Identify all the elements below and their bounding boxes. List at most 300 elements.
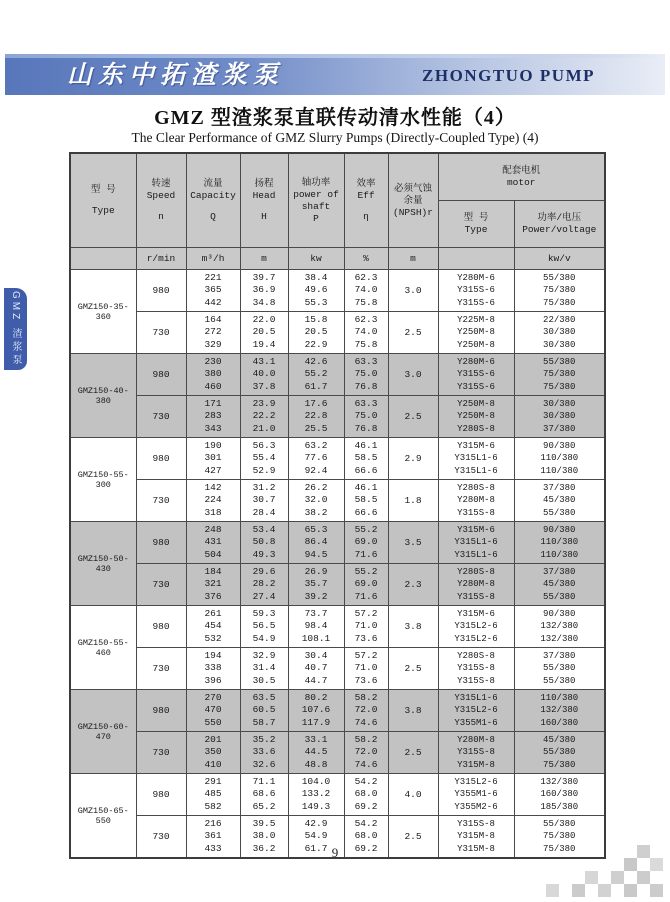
power-cell-value: 149.3 [301, 800, 331, 812]
motor-power-voltage-cell-value: 110/380 [540, 549, 579, 560]
table-row [70, 354, 605, 396]
brand-bar [5, 54, 665, 95]
power-cell-value: 22.8 [304, 410, 328, 422]
motor-type-cell [438, 732, 514, 774]
eff-cell-value: 66.6 [354, 506, 378, 518]
eff-cell-value: 73.6 [354, 632, 378, 644]
head-cell-value: 28.4 [252, 506, 276, 518]
power-cell-value: 86.4 [304, 536, 328, 548]
col-header-npsh: 必须气蚀 余量 (NPSH)r [388, 153, 438, 248]
power-cell-value: 26.9 [304, 565, 328, 577]
eff-cell-value: 57.2 [354, 649, 378, 661]
eff-cell-value: 69.0 [354, 578, 378, 590]
head-cell-value: 60.5 [252, 704, 276, 716]
motor-type-cell [438, 522, 514, 564]
head-cell-value: 27.4 [252, 590, 276, 602]
motor-type-cell-value: Y250M-8 [457, 327, 495, 338]
motor-power-voltage-cell-value: 75/380 [543, 369, 576, 380]
unit-motor-power: kw/v [514, 248, 605, 270]
head-cell-value: 59.3 [252, 607, 276, 619]
unit-power: kw [288, 248, 344, 270]
capacity-cell-value: 224 [204, 494, 222, 506]
page-number: 9 [331, 845, 339, 860]
table-row [70, 648, 605, 690]
motor-power-voltage-cell-value: 55/380 [543, 663, 576, 674]
motor-power-voltage-cell-value: 110/380 [540, 465, 579, 476]
motor-type-cell-value: Y315M-8 [457, 843, 495, 854]
power-cell-value: 44.5 [304, 746, 328, 758]
capacity-cell-value: 380 [204, 368, 222, 380]
motor-power-voltage-cell-value: 132/380 [540, 633, 579, 644]
npsh-cell: 4.0 [388, 774, 438, 816]
power-cell-value: 39.2 [304, 590, 328, 602]
capacity-cell [186, 606, 240, 648]
pump-type-cell: GMZ150-35-360 [70, 270, 136, 354]
power-cell-value: 73.7 [304, 607, 328, 619]
eff-cell [344, 564, 388, 606]
motor-type-cell-value: Y280S-8 [457, 423, 495, 434]
power-cell [288, 606, 344, 648]
speed-cell: 730 [136, 480, 186, 522]
power-cell [288, 480, 344, 522]
head-cell-value: 49.3 [252, 548, 276, 560]
eff-cell-value: 71.6 [354, 590, 378, 602]
capacity-cell-value: 343 [204, 422, 222, 434]
motor-type-cell-value: Y355M2-6 [454, 801, 498, 812]
motor-power-voltage-cell-value: 37/380 [543, 423, 576, 434]
speed-cell: 980 [136, 774, 186, 816]
capacity-cell-value: 460 [204, 380, 222, 392]
table-row [70, 480, 605, 522]
power-cell-value: 65.3 [304, 523, 328, 535]
motor-type-cell-value: Y250M-8 [457, 398, 495, 409]
capacity-cell-value: 442 [204, 296, 222, 308]
speed-cell: 980 [136, 522, 186, 564]
speed-cell: 980 [136, 606, 186, 648]
motor-power-voltage-cell [514, 312, 605, 354]
motor-type-cell-value: Y280S-8 [457, 566, 495, 577]
head-cell [240, 690, 288, 732]
capacity-cell-value: 410 [204, 758, 222, 770]
capacity-cell-value: 396 [204, 674, 222, 686]
col-header-shaft-power: 轴功率 power of shaft P [288, 153, 344, 248]
power-cell-value: 49.6 [304, 284, 328, 296]
pump-performance-table [69, 152, 606, 859]
motor-power-voltage-cell-value: 30/380 [543, 398, 576, 409]
head-cell-value: 31.4 [252, 662, 276, 674]
motor-type-cell-value: Y315M-6 [457, 524, 495, 535]
power-cell-value: 42.6 [304, 355, 328, 367]
head-cell-value: 43.1 [252, 355, 276, 367]
head-cell [240, 396, 288, 438]
capacity-cell-value: 171 [204, 397, 222, 409]
table-row [70, 774, 605, 816]
power-cell-value: 77.6 [304, 452, 328, 464]
motor-power-voltage-cell [514, 732, 605, 774]
motor-power-voltage-cell-value: 75/380 [543, 285, 576, 296]
col-header-efficiency: 效率 Eff η [344, 153, 388, 248]
motor-power-voltage-cell-value: 30/380 [543, 411, 576, 422]
head-cell-value: 40.0 [252, 368, 276, 380]
eff-cell-value: 69.2 [354, 842, 378, 854]
motor-power-voltage-cell [514, 354, 605, 396]
power-cell-value: 26.2 [304, 481, 328, 493]
motor-type-cell-value: Y315L1-6 [454, 692, 498, 703]
capacity-cell [186, 270, 240, 312]
motor-type-cell-value: Y315M-6 [457, 440, 495, 451]
power-cell-value: 25.5 [304, 422, 328, 434]
motor-power-voltage-cell-value: 55/380 [543, 272, 576, 283]
eff-cell [344, 774, 388, 816]
eff-cell-value: 58.2 [354, 733, 378, 745]
table-row [70, 522, 605, 564]
head-cell-value: 22.2 [252, 410, 276, 422]
capacity-cell-value: 532 [204, 632, 222, 644]
power-cell-value: 17.6 [304, 397, 328, 409]
table-row [70, 690, 605, 732]
motor-type-cell-value: Y280M-8 [457, 495, 495, 506]
eff-cell-value: 46.1 [354, 439, 378, 451]
head-cell [240, 522, 288, 564]
eff-cell-value: 73.6 [354, 674, 378, 686]
capacity-cell [186, 480, 240, 522]
col-header-motor-power-voltage: 功率/电压 Power/voltage [514, 201, 605, 248]
eff-cell [344, 732, 388, 774]
head-cell-value: 56.3 [252, 439, 276, 451]
head-cell-value: 35.2 [252, 733, 276, 745]
power-cell [288, 522, 344, 564]
eff-cell [344, 480, 388, 522]
capacity-cell-value: 190 [204, 439, 222, 451]
eff-cell-value: 72.0 [354, 746, 378, 758]
motor-type-cell-value: Y315S-8 [457, 507, 495, 518]
head-cell [240, 312, 288, 354]
power-cell-value: 35.7 [304, 578, 328, 590]
motor-type-cell [438, 564, 514, 606]
power-cell-value: 108.1 [301, 632, 331, 644]
power-cell-value: 30.4 [304, 649, 328, 661]
motor-power-voltage-cell-value: 55/380 [543, 747, 576, 758]
head-cell-value: 54.9 [252, 632, 276, 644]
pump-type-cell: GMZ150-55-460 [70, 606, 136, 690]
power-cell [288, 270, 344, 312]
capacity-cell-value: 318 [204, 506, 222, 518]
motor-type-cell-value: Y315L1-6 [454, 549, 498, 560]
motor-power-voltage-cell-value: 55/380 [543, 675, 576, 686]
head-cell [240, 606, 288, 648]
eff-cell-value: 71.0 [354, 620, 378, 632]
motor-type-cell-value: Y280M-8 [457, 579, 495, 590]
eff-cell-value: 75.0 [354, 410, 378, 422]
head-cell-value: 29.6 [252, 565, 276, 577]
eff-cell-value: 58.2 [354, 691, 378, 703]
motor-power-voltage-cell-value: 132/380 [540, 621, 579, 632]
pump-type-cell: GMZ150-40-380 [70, 354, 136, 438]
npsh-cell: 2.5 [388, 396, 438, 438]
power-cell-value: 40.7 [304, 662, 328, 674]
table-body [70, 270, 605, 859]
head-cell-value: 19.4 [252, 338, 276, 350]
motor-type-cell-value: Y315L1-6 [454, 465, 498, 476]
unit-speed: r/min [136, 248, 186, 270]
npsh-cell: 2.9 [388, 438, 438, 480]
unit-eff: % [344, 248, 388, 270]
power-cell-value: 61.7 [304, 380, 328, 392]
power-cell-value: 94.5 [304, 548, 328, 560]
head-cell-value: 22.0 [252, 313, 276, 325]
npsh-cell: 2.5 [388, 312, 438, 354]
motor-power-voltage-cell [514, 480, 605, 522]
motor-type-cell-value: Y280S-8 [457, 650, 495, 661]
motor-power-voltage-cell-value: 132/380 [540, 776, 579, 787]
eff-cell [344, 522, 388, 564]
motor-power-voltage-cell-value: 37/380 [543, 650, 576, 661]
power-cell-value: 107.6 [301, 704, 331, 716]
capacity-cell-value: 431 [204, 536, 222, 548]
head-cell-value: 55.4 [252, 452, 276, 464]
head-cell [240, 480, 288, 522]
motor-type-cell-value: Y315L2-6 [454, 621, 498, 632]
head-cell-value: 65.2 [252, 800, 276, 812]
motor-power-voltage-cell-value: 185/380 [540, 801, 579, 812]
motor-power-voltage-cell [514, 774, 605, 816]
power-cell-value: 117.9 [301, 716, 331, 728]
motor-power-voltage-cell-value: 37/380 [543, 566, 576, 577]
motor-type-cell-value: Y280M-6 [457, 356, 495, 367]
head-cell-value: 23.9 [252, 397, 276, 409]
motor-power-voltage-cell-value: 55/380 [543, 507, 576, 518]
eff-cell-value: 76.8 [354, 422, 378, 434]
capacity-cell-value: 248 [204, 523, 222, 535]
npsh-cell: 2.5 [388, 732, 438, 774]
motor-type-cell-value: Y315S-8 [457, 818, 495, 829]
power-cell [288, 732, 344, 774]
capacity-cell-value: 230 [204, 355, 222, 367]
power-cell-value: 44.7 [304, 674, 328, 686]
power-cell-value: 15.8 [304, 313, 328, 325]
motor-type-cell-value: Y315L2-6 [454, 705, 498, 716]
npsh-cell: 1.8 [388, 480, 438, 522]
speed-cell: 730 [136, 396, 186, 438]
capacity-cell-value: 361 [204, 830, 222, 842]
unit-type [70, 248, 136, 270]
motor-power-voltage-cell-value: 45/380 [543, 495, 576, 506]
power-cell-value: 54.9 [304, 830, 328, 842]
capacity-cell-value: 291 [204, 775, 222, 787]
npsh-cell: 2.5 [388, 816, 438, 859]
motor-power-voltage-cell-value: 37/380 [543, 482, 576, 493]
motor-power-voltage-cell-value: 90/380 [543, 524, 576, 535]
power-cell-value: 80.2 [304, 691, 328, 703]
head-cell-value: 34.8 [252, 296, 276, 308]
head-cell-value: 32.6 [252, 758, 276, 770]
capacity-cell-value: 164 [204, 313, 222, 325]
capacity-cell-value: 376 [204, 590, 222, 602]
table-header [70, 153, 605, 270]
pump-type-cell: GMZ150-55-300 [70, 438, 136, 522]
eff-cell [344, 396, 388, 438]
motor-type-cell-value: Y315S-6 [457, 369, 495, 380]
motor-type-cell [438, 438, 514, 480]
motor-type-cell-value: Y315S-8 [457, 663, 495, 674]
eff-cell-value: 58.5 [354, 452, 378, 464]
motor-type-cell-value: Y355M1-6 [454, 717, 498, 728]
motor-type-cell-value: Y225M-8 [457, 314, 495, 325]
col-header-capacity: 流量 Capacity Q [186, 153, 240, 248]
eff-cell-value: 74.0 [354, 326, 378, 338]
unit-motor-type [438, 248, 514, 270]
eff-cell-value: 62.3 [354, 313, 378, 325]
capacity-cell-value: 321 [204, 578, 222, 590]
motor-type-cell [438, 690, 514, 732]
eff-cell-value: 63.3 [354, 397, 378, 409]
head-cell-value: 53.4 [252, 523, 276, 535]
motor-type-cell-value: Y315L2-6 [454, 776, 498, 787]
motor-power-voltage-cell [514, 270, 605, 312]
eff-cell-value: 69.2 [354, 800, 378, 812]
unit-capacity: m³/h [186, 248, 240, 270]
power-cell-value: 20.5 [304, 326, 328, 338]
eff-cell-value: 71.6 [354, 548, 378, 560]
head-cell [240, 438, 288, 480]
motor-power-voltage-cell [514, 606, 605, 648]
power-cell-value: 38.4 [304, 271, 328, 283]
motor-type-cell-value: Y315S-8 [457, 675, 495, 686]
capacity-cell [186, 690, 240, 732]
pump-type-cell: GMZ150-65-550 [70, 774, 136, 859]
head-cell-value: 30.5 [252, 674, 276, 686]
motor-power-voltage-cell [514, 648, 605, 690]
units-row [70, 248, 605, 270]
motor-power-voltage-cell-value: 160/380 [540, 789, 579, 800]
col-header-motor: 配套电机 motor [438, 153, 605, 201]
power-cell [288, 438, 344, 480]
motor-power-voltage-cell-value: 22/380 [543, 314, 576, 325]
eff-cell [344, 312, 388, 354]
eff-cell-value: 66.6 [354, 464, 378, 476]
motor-type-cell-value: Y315L2-6 [454, 633, 498, 644]
eff-cell-value: 74.6 [354, 716, 378, 728]
motor-type-cell-value: Y315M-8 [457, 831, 495, 842]
head-cell-value: 21.0 [252, 422, 276, 434]
motor-power-voltage-cell-value: 75/380 [543, 843, 576, 854]
table-row [70, 564, 605, 606]
power-cell [288, 312, 344, 354]
capacity-cell-value: 216 [204, 817, 222, 829]
eff-cell-value: 58.5 [354, 494, 378, 506]
motor-power-voltage-cell-value: 110/380 [540, 453, 579, 464]
head-cell [240, 774, 288, 816]
capacity-cell-value: 201 [204, 733, 222, 745]
motor-type-cell-value: Y250M-8 [457, 339, 495, 350]
motor-type-cell-value: Y280M-6 [457, 272, 495, 283]
capacity-cell-value: 272 [204, 326, 222, 338]
power-cell-value: 42.9 [304, 817, 328, 829]
capacity-cell-value: 194 [204, 649, 222, 661]
motor-power-voltage-cell-value: 45/380 [543, 579, 576, 590]
capacity-cell-value: 261 [204, 607, 222, 619]
npsh-cell: 3.8 [388, 606, 438, 648]
capacity-cell-value: 433 [204, 842, 222, 854]
capacity-cell [186, 774, 240, 816]
eff-cell-value: 54.2 [354, 817, 378, 829]
power-cell-value: 98.4 [304, 620, 328, 632]
motor-type-cell-value: Y355M1-6 [454, 789, 498, 800]
motor-power-voltage-cell-value: 55/380 [543, 356, 576, 367]
power-cell [288, 690, 344, 732]
motor-type-cell-value: Y315L1-6 [454, 453, 498, 464]
capacity-cell-value: 365 [204, 284, 222, 296]
eff-cell [344, 606, 388, 648]
motor-type-cell-value: Y250M-8 [457, 411, 495, 422]
eff-cell [344, 270, 388, 312]
capacity-cell-value: 142 [204, 481, 222, 493]
eff-cell-value: 54.2 [354, 775, 378, 787]
motor-type-cell-value: Y315M-6 [457, 608, 495, 619]
head-cell-value: 30.7 [252, 494, 276, 506]
motor-type-cell-value: Y315S-8 [457, 747, 495, 758]
pump-type-cell: GMZ150-50-430 [70, 522, 136, 606]
head-cell [240, 354, 288, 396]
speed-cell: 730 [136, 816, 186, 859]
motor-power-voltage-cell-value: 110/380 [540, 537, 579, 548]
eff-cell-value: 75.8 [354, 296, 378, 308]
head-cell-value: 31.2 [252, 481, 276, 493]
power-cell-value: 38.2 [304, 506, 328, 518]
motor-type-cell [438, 270, 514, 312]
capacity-cell [186, 438, 240, 480]
motor-type-cell [438, 480, 514, 522]
power-cell-value: 55.3 [304, 296, 328, 308]
eff-cell-value: 75.8 [354, 338, 378, 350]
page-title: GMZ 型渣浆泵直联传动清水性能（4） [154, 107, 516, 129]
col-header-speed: 转速 Speed n [136, 153, 186, 248]
motor-type-cell-value: Y315L1-6 [454, 537, 498, 548]
capacity-cell-value: 427 [204, 464, 222, 476]
motor-type-cell-value: Y315S-6 [457, 285, 495, 296]
eff-cell [344, 648, 388, 690]
motor-power-voltage-cell [514, 438, 605, 480]
capacity-cell-value: 338 [204, 662, 222, 674]
capacity-cell [186, 648, 240, 690]
eff-cell-value: 63.3 [354, 355, 378, 367]
table-row [70, 396, 605, 438]
npsh-cell: 3.8 [388, 690, 438, 732]
power-cell-value: 133.2 [301, 788, 331, 800]
unit-npsh: m [388, 248, 438, 270]
side-tab-label: GMZ 渣浆泵 [10, 291, 21, 367]
power-cell [288, 354, 344, 396]
power-cell [288, 396, 344, 438]
head-cell [240, 270, 288, 312]
motor-type-cell [438, 312, 514, 354]
brand-logo-en: ZHONGTUO PUMP [422, 66, 595, 85]
eff-cell-value: 74.0 [354, 284, 378, 296]
motor-power-voltage-cell [514, 396, 605, 438]
power-cell-value: 32.0 [304, 494, 328, 506]
eff-cell [344, 690, 388, 732]
motor-type-cell-value: Y315S-8 [457, 591, 495, 602]
speed-cell: 980 [136, 354, 186, 396]
head-cell-value: 39.5 [252, 817, 276, 829]
motor-type-cell [438, 354, 514, 396]
head-cell-value: 37.8 [252, 380, 276, 392]
brand-logo-cn: 山东中拓渣浆泵 [67, 60, 285, 89]
head-cell-value: 71.1 [252, 775, 276, 787]
power-cell-value: 33.1 [304, 733, 328, 745]
unit-head: m [240, 248, 288, 270]
col-header-head: 扬程 Head H [240, 153, 288, 248]
